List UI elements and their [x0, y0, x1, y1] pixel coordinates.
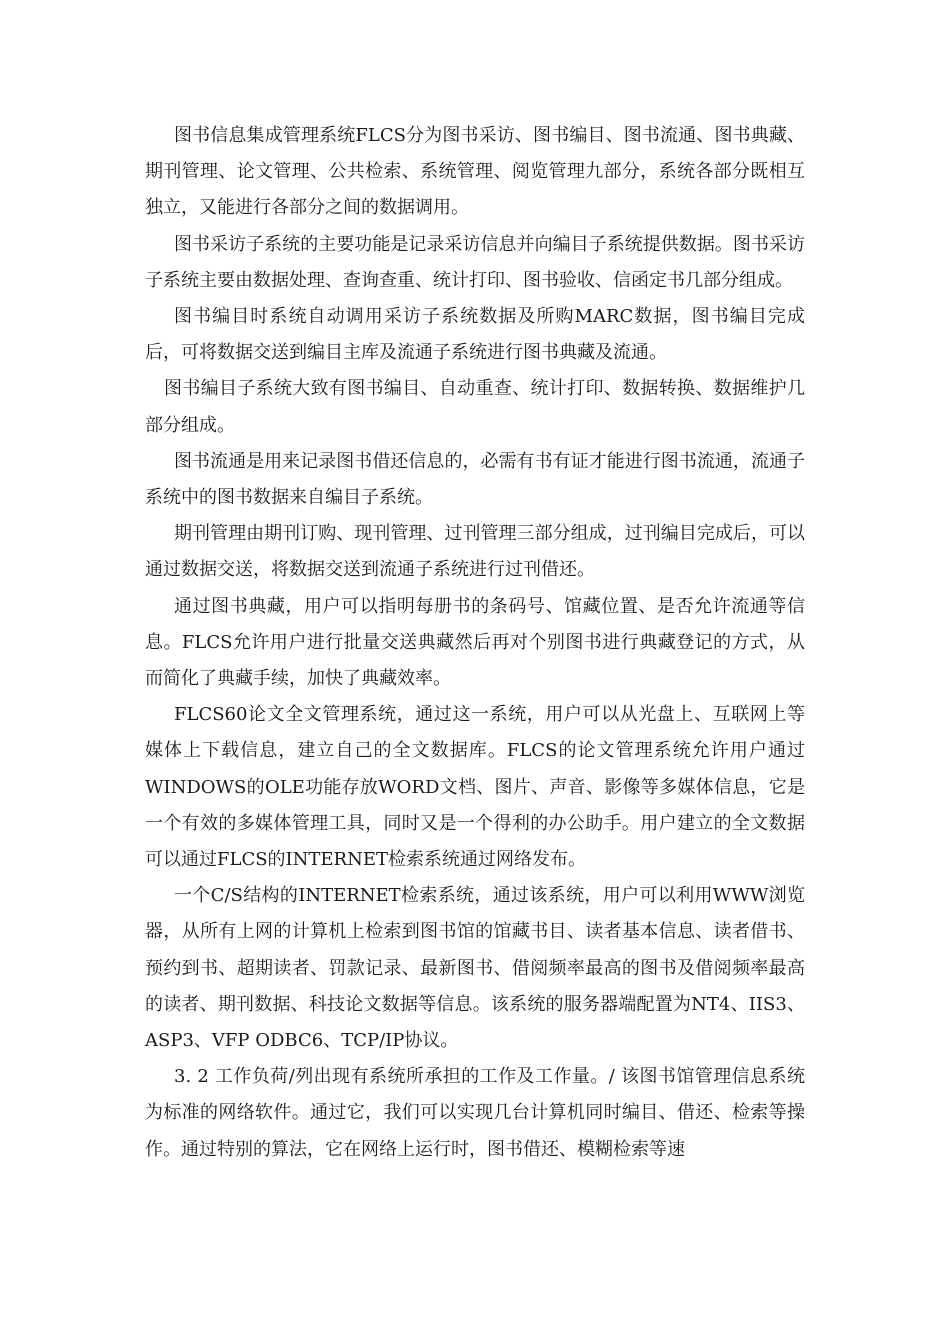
paragraph-holdings: 通过图书典藏，用户可以指明每册书的条码号、馆藏位置、是否允许流通等信息。FLCS允许用户进行批量交送典藏然后再对个别图书进行典藏登记的方式，从而简化了典藏手续，加快了典藏效率。 — [145, 595, 805, 690]
document-body — [145, 118, 805, 1168]
paragraph-cataloging-subsystem: 图书编目子系统大致有图书编目、自动重查、统计打印、数据转换、数据维护几部分组成。 — [145, 378, 805, 436]
paragraph-cataloging-process: 图书编目时系统自动调用采访子系统数据及所购MARC数据，图书编目完成后，可将数据交送到编目主库及流通子系统进行图书典藏及流通。 — [145, 306, 805, 364]
paragraph-flcs-overview: 图书信息集成管理系统FLCS分为图书采访、图书编目、图书流通、图书典藏、期刊管理、论文管理、公共检索、系统管理、阅览管理九部分，系统各部分既相互独立，又能进行各部分之间的数据调用。 — [145, 125, 805, 219]
paragraph-circulation: 图书流通是用来记录图书借还信息的，必需有书有证才能进行图书流通，流通子系统中的图书数据来自编目子系统。 — [145, 450, 805, 509]
paragraph-periodicals: 期刊管理由期刊订购、现刊管理、过刊管理三部分组成，过刊编目完成后，可以通过数据交送，将数据交送到流通子系统进行过刊借还。 — [145, 523, 805, 581]
paragraph-acquisition: 图书采访子系统的主要功能是记录采访信息并向编目子系统提供数据。图书采访子系统主要由数据处理、查询查重、统计打印、图书验收、信函定书几部分组成。 — [145, 233, 805, 291]
paragraph-thesis-management: FLCS60论文全文管理系统，通过这一系统，用户可以从光盘上、互联网上等媒体上下载信息，建立自己的全文数据库。FLCS的论文管理系统允许用户通过WINDOWS的OLE功能存放WORD文档、图片、声音、影像等多媒体信息，它是一个有效的多媒体管理工具，同时又是一个得利的办公助手。用户建立的全文数据可以通过FLCS的INTERNET检索系统通过网络发布。 — [145, 704, 805, 871]
paragraph-workload: 3. 2 工作负荷/列出现有系统所承担的工作及工作量。/ 该图书馆管理信息系统为标准的网络软件。通过它，我们可以实现几台计算机同时编目、借还、检索等操作。通过特别的算法，它在网络上运行时，图书借还、模糊检索等速 — [145, 1066, 805, 1160]
paragraph-internet-search: 一个C/S结构的INTERNET检索系统，通过该系统，用户可以利用WWW浏览器，从所有上网的计算机上检索到图书馆的馆藏书目、读者基本信息、读者借书、预约到书、超期读者、罚款记录、最新图书、借阅频率最高的图书及借阅频率最高的读者、期刊数据、科技论文数据等信息。该系统的服务器端配置为NT4、IIS3、ASP3、VFP ODBC6、TCP/IP协议。 — [145, 885, 805, 1052]
